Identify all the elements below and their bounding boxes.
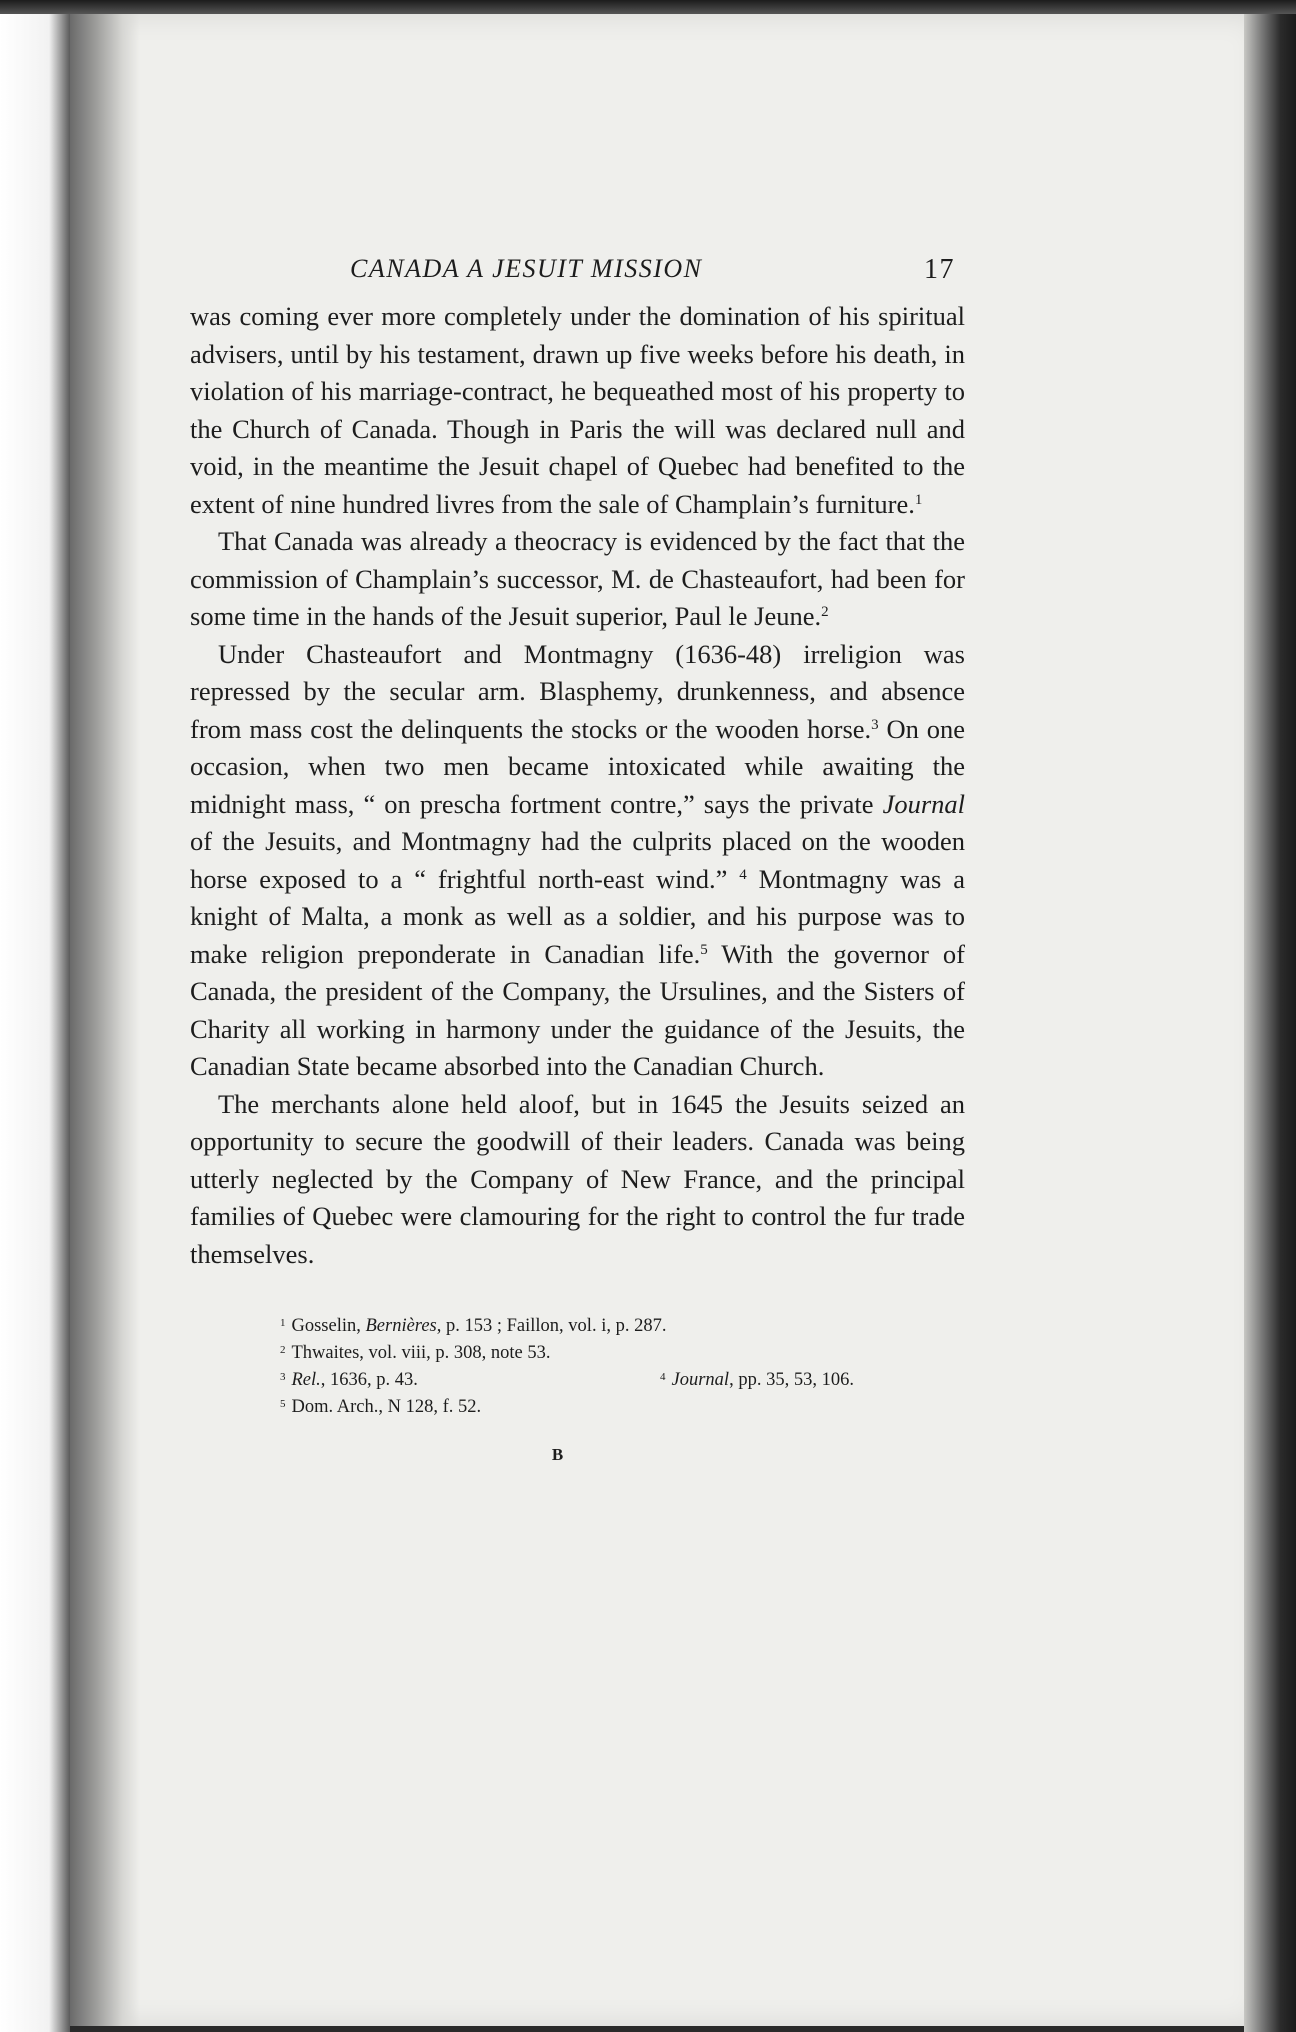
footnote-ref: 2 <box>821 604 829 620</box>
text-run: was coming ever more completely under the domination of his spiritual advisers, until by his testament, drawn up five weeks before his death, in violation of his marriage-contract, he bequeathed most of his property to the Church of Canada. Though in Paris the will was declared null and void, in the meantime the Jesuit chapel of Quebec had benefited to the extent of nine hundred livres from the sale of Champlain’s furniture. <box>190 301 965 519</box>
italic-text: Journal <box>882 788 965 819</box>
signature-mark: B <box>551 1445 564 1464</box>
text-run: On one occasion, when two men became intoxicated while awaiting the midnight mass, “ on prescha fortment contre,” says the private <box>190 713 966 819</box>
scan-margin-left <box>0 0 70 2032</box>
footnote-ref: 3 <box>871 716 879 733</box>
paragraph-1 <box>190 298 965 523</box>
text-run: Montmagny was a knight of Malta, a monk as well as a soldier, and his purpose was to make religion preponderate in Canadian life. <box>190 863 965 969</box>
paragraph-4 <box>190 1086 965 1274</box>
footnote-ref: 4 <box>739 866 747 883</box>
footnote-2: $^2$ Thwaites, vol. viii, p. 308, note 53. <box>280 1343 551 1363</box>
paragraph-3 <box>190 636 965 1086</box>
footnote-4: $^4$ Journal, pp. 35, 53, 106. <box>660 1370 854 1390</box>
running-title: CANADA A JESUIT MISSION <box>350 254 703 283</box>
text-run: The merchants alone held aloof, but in 1645 the Jesuits seized an opportunity to secure the goodwill of their leaders. Canada was being utterly neglected by the Company of New France, and the principal families of Quebec were clamouring for the right to control the fur trade themselves. <box>190 1088 965 1269</box>
footnotes <box>280 1313 965 1421</box>
footnote-1: $^1$ Gosselin, Bernières, p. 153 ; Faillon, vol. i, p. 287. <box>280 1316 667 1336</box>
page-gutter-shadow <box>70 14 140 2026</box>
text-run: of the Jesuits, and Montmagny had the culprits placed on the wooden horse exposed to a “ frightful north-east wind.” <box>190 826 965 894</box>
body-text <box>190 298 965 1273</box>
footnote-ref: 1 <box>914 491 923 508</box>
text-run: That Canada was already a theocracy is evidenced by the fact that the commission of Champlain’s successor, M. de Chasteaufort, had been for some time in the hands of the Jesuit superior, Paul le Jeune. <box>190 526 965 631</box>
text-run: Under Chasteaufort and Montmagny (1636-48) irreligion was repressed by the secular arm. Blasphemy, drunkenness, and absence from mass cost the delinquents the stocks or the wooden horse. <box>190 638 965 744</box>
footnote-ref: 5 <box>700 941 708 958</box>
text-run: With the governor of Canada, the president of the Company, the Ursulines, and the Sisters of Charity all working in harmony under the guidance of the Jesuits, the Canadian State became absorbed into the Canadian Church. <box>190 938 965 1081</box>
page-number: 17 <box>924 254 955 285</box>
page-edge-right <box>1244 14 1296 2032</box>
scan-edge-top <box>0 0 1296 14</box>
page-content <box>190 248 965 1465</box>
running-header <box>190 248 965 298</box>
footnote-5: $^5$ Dom. Arch., N 128, f. 52. <box>280 1397 482 1417</box>
footnote-3: $^3$ Rel., 1636, p. 43. <box>280 1370 418 1390</box>
paragraph-2 <box>190 523 965 636</box>
